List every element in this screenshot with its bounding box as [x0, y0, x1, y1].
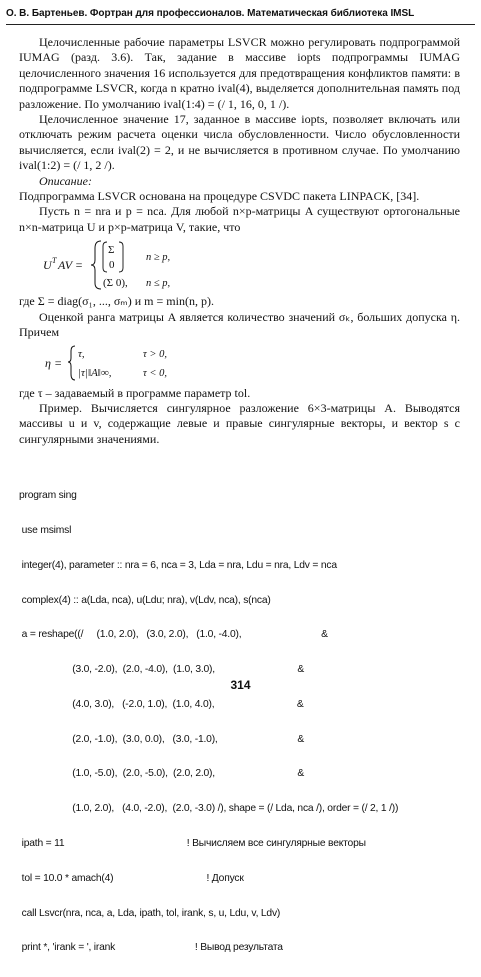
- code-line: (1.0, -5.0), (2.0, -5.0), (2.0, 2.0), &: [19, 768, 305, 780]
- equation-svd: [19, 238, 460, 292]
- eq1-paren-left: [103, 242, 107, 272]
- eq1-row3-matrix: (Σ 0),: [103, 277, 128, 290]
- header-rule: [6, 24, 475, 25]
- eq2-row2-cond: τ < 0,: [143, 367, 167, 379]
- code-line: print *, 'irank = ', irank ! Вывод результата: [19, 942, 283, 954]
- page-number: 314: [230, 678, 251, 692]
- eq1-row3-cond: n ≤ p,: [146, 278, 171, 290]
- code-line: (3.0, -2.0), (2.0, -4.0), (1.0, 3.0), &: [19, 664, 305, 676]
- code-line: program sing: [19, 490, 77, 502]
- code-line: a = reshape((/ (1.0, 2.0), (3.0, 2.0), (1.0, -4.0), &: [19, 629, 328, 641]
- eq1-curly-brace: [91, 241, 101, 289]
- eq1-lhs: U: [43, 258, 52, 273]
- eq2-row1: τ,: [78, 347, 85, 360]
- code-line: tol = 10.0 * amach(4) ! Допуск: [19, 872, 244, 884]
- eq1-row1-cond: n ≥ p,: [146, 252, 171, 264]
- body-text: [19, 35, 460, 447]
- paragraph-rank-estimate: Оценкой ранга матрицы A является количество значений σₖ, больших допуска η. Причем: [19, 309, 460, 340]
- paragraph-condition-number: Целочисленное значение 17, заданное в массиве iopts, позволяет включать или отключать режим расчета оценки числа обусловленности. Число обусловленности вычисляется, если ival(2) = 2, и не вычисляется в противном случае. По умолчанию ival(1:2) = (/ 1, 2 /).: [19, 112, 460, 173]
- eq2-lhs: η =: [45, 355, 63, 370]
- eq2-curly-brace: [68, 346, 75, 380]
- eq1-row1-matrix: Σ: [108, 244, 115, 257]
- paragraph-svd-definition: Пусть n = nra и p = nca. Для любой n×p-матрицы A существуют ортогональные n×n-матрица U и p×p-матрица V, такие, что: [19, 204, 460, 234]
- equation-eta-svg: [43, 343, 203, 383]
- code-line: (4.0, 3.0), (-2.0, 1.0), (1.0, 4.0), &: [19, 698, 304, 710]
- paragraph-sigma-def: где Σ = diag(σ₁, ..., σₘ) и m = min(n, p).: [19, 294, 214, 309]
- code-line: integer(4), parameter :: nra = 6, nca = 3, Lda = nra, Ldu = nra, Ldv = nca: [19, 559, 337, 571]
- code-line: (2.0, -1.0), (3.0, 0.0), (3.0, -1.0), &: [19, 733, 305, 745]
- heading-description: Описание:: [39, 173, 92, 188]
- code-listing: [19, 467, 459, 977]
- paragraph-tau-def: где τ – задаваемый в программе параметр tol.: [19, 385, 251, 400]
- paragraph-iumag: Целочисленные рабочие параметры LSVCR можно регулировать подпрограммой IUMAG (разд. 3.6). Так, задание в массиве iopts подпрограммы IUMAG целочисленного значения 16 используется для предотвращения конфликтов памяти: в подпрограмме LSVCR, когда n кратно ival(4), выделяется дополнительная память под разложение. По умолчанию ival(1:4) = (/ 1, 16, 0, 1 /).: [19, 35, 460, 111]
- eq1-lhs-sup: T: [52, 256, 57, 266]
- equation-svd-svg: [43, 238, 203, 292]
- code-line: (1.0, 2.0), (4.0, -2.0), (2.0, -3.0) /), shape = (/ Lda, nca /), order = (/ 2, 1 /)): [19, 803, 399, 815]
- running-header: О. В. Бартеньев. Фортран для профессионалов. Математическая библиотека IMSL: [6, 8, 415, 19]
- eq1-lhs-rest: AV =: [58, 258, 83, 273]
- eq1-row2-matrix: 0: [109, 259, 115, 272]
- eq2-row2: |τ|‖A‖∞,: [78, 366, 112, 379]
- paragraph-linpack: Подпрограмма LSVCR основана на процедуре CSVDC пакета LINPACK, [34].: [19, 189, 420, 204]
- code-line: use msimsl: [19, 524, 72, 536]
- code-line: call Lsvcr(nra, nca, a, Lda, ipath, tol, irank, s, u, Ldu, v, Ldv): [19, 907, 281, 919]
- eq2-row1-cond: τ > 0,: [143, 348, 167, 360]
- code-line: complex(4) :: a(Lda, nca), u(Ldu; nra), v(Ldv, nca), s(nca): [19, 594, 271, 606]
- equation-eta: [19, 343, 460, 383]
- code-line: ipath = 11 ! Вычисляем все сингулярные векторы: [19, 838, 366, 849]
- eq1-paren-right: [119, 242, 123, 272]
- paragraph-example: Пример. Вычисляется сингулярное разложение 6×3-матрицы A. Выводятся массивы u и v, содержащие левые и правые сингулярные векторы, и вектор s с сингулярными значениями.: [19, 400, 460, 446]
